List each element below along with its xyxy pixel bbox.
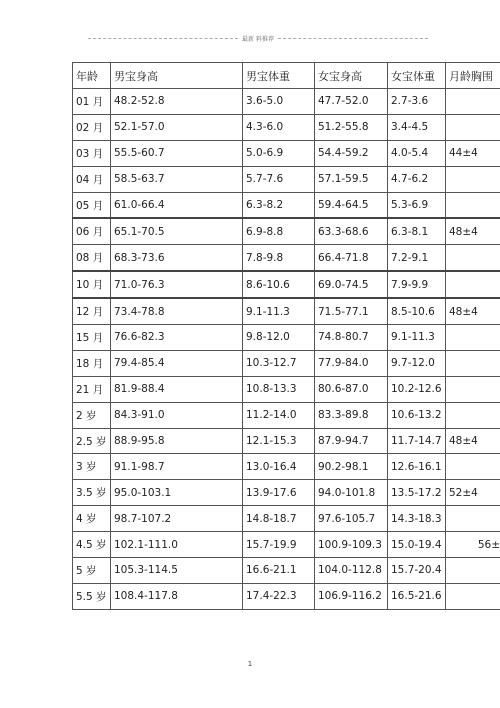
table-header-row [73, 63, 500, 89]
growth-table-body [73, 63, 500, 610]
age-cell: 18 月 [73, 350, 111, 376]
boy-weight-cell: 11.2-14.0 [243, 402, 315, 428]
girl-weight-cell: 11.7-14.7 [388, 428, 446, 454]
page-number: 1 [247, 660, 253, 668]
girl-weight-cell: 7.2-9.1 [388, 245, 446, 271]
girl-weight-cell: 2.7-3.6 [388, 89, 446, 115]
girl-weight-cell: 9.7-12.0 [388, 350, 446, 376]
boy-height-cell: 71.0-76.3 [111, 271, 243, 298]
girl-weight-cell: 3.4-4.5 [388, 114, 446, 140]
girl-weight-cell: 14.3-18.3 [388, 506, 446, 532]
boy-height-cell: 84.3-91.0 [111, 402, 243, 428]
boy-height-cell: 52.1-57.0 [111, 114, 243, 140]
column-header-girl-weight: 女宝体重 [388, 63, 446, 89]
chest-cell: 48±4 [446, 218, 500, 244]
chest-cell [446, 114, 500, 140]
boy-height-cell: 65.1-70.5 [111, 218, 243, 244]
girl-weight-cell: 5.3-6.9 [388, 192, 446, 218]
table-row [73, 376, 500, 402]
column-header-boy-height: 男宝身高 [111, 63, 243, 89]
girl-weight-cell: 4.7-6.2 [388, 166, 446, 192]
chest-cell [446, 245, 500, 271]
table-row [73, 271, 500, 298]
column-header-age: 年龄 [73, 63, 111, 89]
age-cell: 08 月 [73, 245, 111, 271]
boy-height-cell: 76.6-82.3 [111, 325, 243, 351]
age-cell: 5 岁 [73, 558, 111, 584]
chest-cell [446, 166, 500, 192]
boy-height-cell: 105.3-114.5 [111, 558, 243, 584]
header-rule-left [88, 38, 238, 39]
boy-weight-cell: 16.6-21.1 [243, 558, 315, 584]
age-cell: 01 月 [73, 89, 111, 115]
boy-height-cell: 55.5-60.7 [111, 140, 243, 166]
boy-weight-cell: 3.6-5.0 [243, 89, 315, 115]
boy-height-cell: 73.4-78.8 [111, 298, 243, 324]
girl-height-cell: 51.2-55.8 [315, 114, 388, 140]
boy-height-cell: 68.3-73.6 [111, 245, 243, 271]
boy-weight-cell: 7.8-9.8 [243, 245, 315, 271]
boy-weight-cell: 13.0-16.4 [243, 454, 315, 480]
boy-weight-cell: 13.9-17.6 [243, 480, 315, 506]
girl-height-cell: 100.9-109.3 [315, 532, 388, 558]
girl-height-cell: 104.0-112.8 [315, 558, 388, 584]
growth-table [72, 62, 500, 610]
boy-height-cell: 98.7-107.2 [111, 506, 243, 532]
boy-height-cell: 79.4-85.4 [111, 350, 243, 376]
girl-height-cell: 59.4-64.5 [315, 192, 388, 218]
boy-weight-cell: 12.1-15.3 [243, 428, 315, 454]
girl-weight-cell: 13.5-17.2 [388, 480, 446, 506]
girl-height-cell: 63.3-68.6 [315, 218, 388, 244]
girl-weight-cell: 7.9-9.9 [388, 271, 446, 298]
column-header-chest: 月龄胸围 [446, 63, 500, 89]
girl-weight-cell: 6.3-8.1 [388, 218, 446, 244]
chest-cell [446, 558, 500, 584]
boy-weight-cell: 6.3-8.2 [243, 192, 315, 218]
boy-weight-cell: 9.8-12.0 [243, 325, 315, 351]
girl-weight-cell: 15.0-19.4 [388, 532, 446, 558]
age-cell: 2 岁 [73, 402, 111, 428]
girl-height-cell: 69.0-74.5 [315, 271, 388, 298]
age-cell: 3 岁 [73, 454, 111, 480]
age-cell: 04 月 [73, 166, 111, 192]
chest-cell [446, 376, 500, 402]
girl-height-cell: 97.6-105.7 [315, 506, 388, 532]
table-row [73, 192, 500, 218]
page-header [88, 34, 428, 43]
girl-height-cell: 47.7-52.0 [315, 89, 388, 115]
girl-height-cell: 106.9-116.2 [315, 583, 388, 609]
boy-weight-cell: 10.3-12.7 [243, 350, 315, 376]
table-row [73, 454, 500, 480]
girl-height-cell: 66.4-71.8 [315, 245, 388, 271]
chest-cell [446, 350, 500, 376]
chest-cell [446, 402, 500, 428]
table-row [73, 532, 500, 558]
boy-height-cell: 108.4-117.8 [111, 583, 243, 609]
girl-height-cell: 87.9-94.7 [315, 428, 388, 454]
chest-cell [446, 271, 500, 298]
table-row [73, 506, 500, 532]
girl-height-cell: 77.9-84.0 [315, 350, 388, 376]
age-cell: 21 月 [73, 376, 111, 402]
boy-weight-cell: 9.1-11.3 [243, 298, 315, 324]
boy-weight-cell: 5.0-6.9 [243, 140, 315, 166]
table-row [73, 480, 500, 506]
boy-weight-cell: 17.4-22.3 [243, 583, 315, 609]
table-row [73, 140, 500, 166]
table-row [73, 218, 500, 244]
age-cell: 4 岁 [73, 506, 111, 532]
table-row [73, 350, 500, 376]
age-cell: 06 月 [73, 218, 111, 244]
table-row [73, 89, 500, 115]
boy-weight-cell: 4.3-6.0 [243, 114, 315, 140]
age-cell: 12 月 [73, 298, 111, 324]
girl-height-cell: 94.0-101.8 [315, 480, 388, 506]
boy-height-cell: 61.0-66.4 [111, 192, 243, 218]
table-row [73, 583, 500, 609]
boy-height-cell: 81.9-88.4 [111, 376, 243, 402]
age-cell: 5.5 岁 [73, 583, 111, 609]
chest-cell [446, 506, 500, 532]
boy-height-cell: 48.2-52.8 [111, 89, 243, 115]
chest-cell [446, 583, 500, 609]
boy-height-cell: 102.1-111.0 [111, 532, 243, 558]
age-cell: 4.5 岁 [73, 532, 111, 558]
girl-weight-cell: 9.1-11.3 [388, 325, 446, 351]
chest-cell: 48±4 [446, 298, 500, 324]
age-cell: 02 月 [73, 114, 111, 140]
column-header-boy-weight: 男宝体重 [243, 63, 315, 89]
age-cell: 03 月 [73, 140, 111, 166]
chest-cell [446, 325, 500, 351]
age-cell: 15 月 [73, 325, 111, 351]
boy-weight-cell: 6.9-8.8 [243, 218, 315, 244]
table-row [73, 245, 500, 271]
boy-height-cell: 58.5-63.7 [111, 166, 243, 192]
girl-height-cell: 71.5-77.1 [315, 298, 388, 324]
age-cell: 10 月 [73, 271, 111, 298]
chest-cell [446, 192, 500, 218]
table-row [73, 325, 500, 351]
header-rule-right [278, 38, 428, 39]
boy-height-cell: 95.0-103.1 [111, 480, 243, 506]
boy-weight-cell: 15.7-19.9 [243, 532, 315, 558]
table-row [73, 114, 500, 140]
boy-weight-cell: 14.8-18.7 [243, 506, 315, 532]
girl-weight-cell: 12.6-16.1 [388, 454, 446, 480]
chest-cell: 52±4 [446, 480, 500, 506]
chest-cell: 48±4 [446, 428, 500, 454]
boy-weight-cell: 8.6-10.6 [243, 271, 315, 298]
chest-cell [446, 454, 500, 480]
girl-height-cell: 90.2-98.1 [315, 454, 388, 480]
girl-height-cell: 57.1-59.5 [315, 166, 388, 192]
girl-weight-cell: 16.5-21.6 [388, 583, 446, 609]
girl-weight-cell: 10.2-12.6 [388, 376, 446, 402]
chest-cell: 44±4 [446, 140, 500, 166]
boy-height-cell: 91.1-98.7 [111, 454, 243, 480]
girl-weight-cell: 10.6-13.2 [388, 402, 446, 428]
chest-cell [446, 89, 500, 115]
column-header-girl-height: 女宝身高 [315, 63, 388, 89]
boy-weight-cell: 10.8-13.3 [243, 376, 315, 402]
header-text: 最新 料推荐 [242, 36, 274, 43]
table-row [73, 166, 500, 192]
girl-height-cell: 74.8-80.7 [315, 325, 388, 351]
girl-weight-cell: 8.5-10.6 [388, 298, 446, 324]
table-row [73, 558, 500, 584]
girl-weight-cell: 4.0-5.4 [388, 140, 446, 166]
age-cell: 2.5 岁 [73, 428, 111, 454]
boy-weight-cell: 5.7-7.6 [243, 166, 315, 192]
girl-weight-cell: 15.7-20.4 [388, 558, 446, 584]
girl-height-cell: 83.3-89.8 [315, 402, 388, 428]
age-cell: 05 月 [73, 192, 111, 218]
table-row [73, 428, 500, 454]
table-row [73, 298, 500, 324]
chest-cell: 56± [446, 532, 500, 558]
table-row [73, 402, 500, 428]
girl-height-cell: 54.4-59.2 [315, 140, 388, 166]
boy-height-cell: 88.9-95.8 [111, 428, 243, 454]
girl-height-cell: 80.6-87.0 [315, 376, 388, 402]
age-cell: 3.5 岁 [73, 480, 111, 506]
